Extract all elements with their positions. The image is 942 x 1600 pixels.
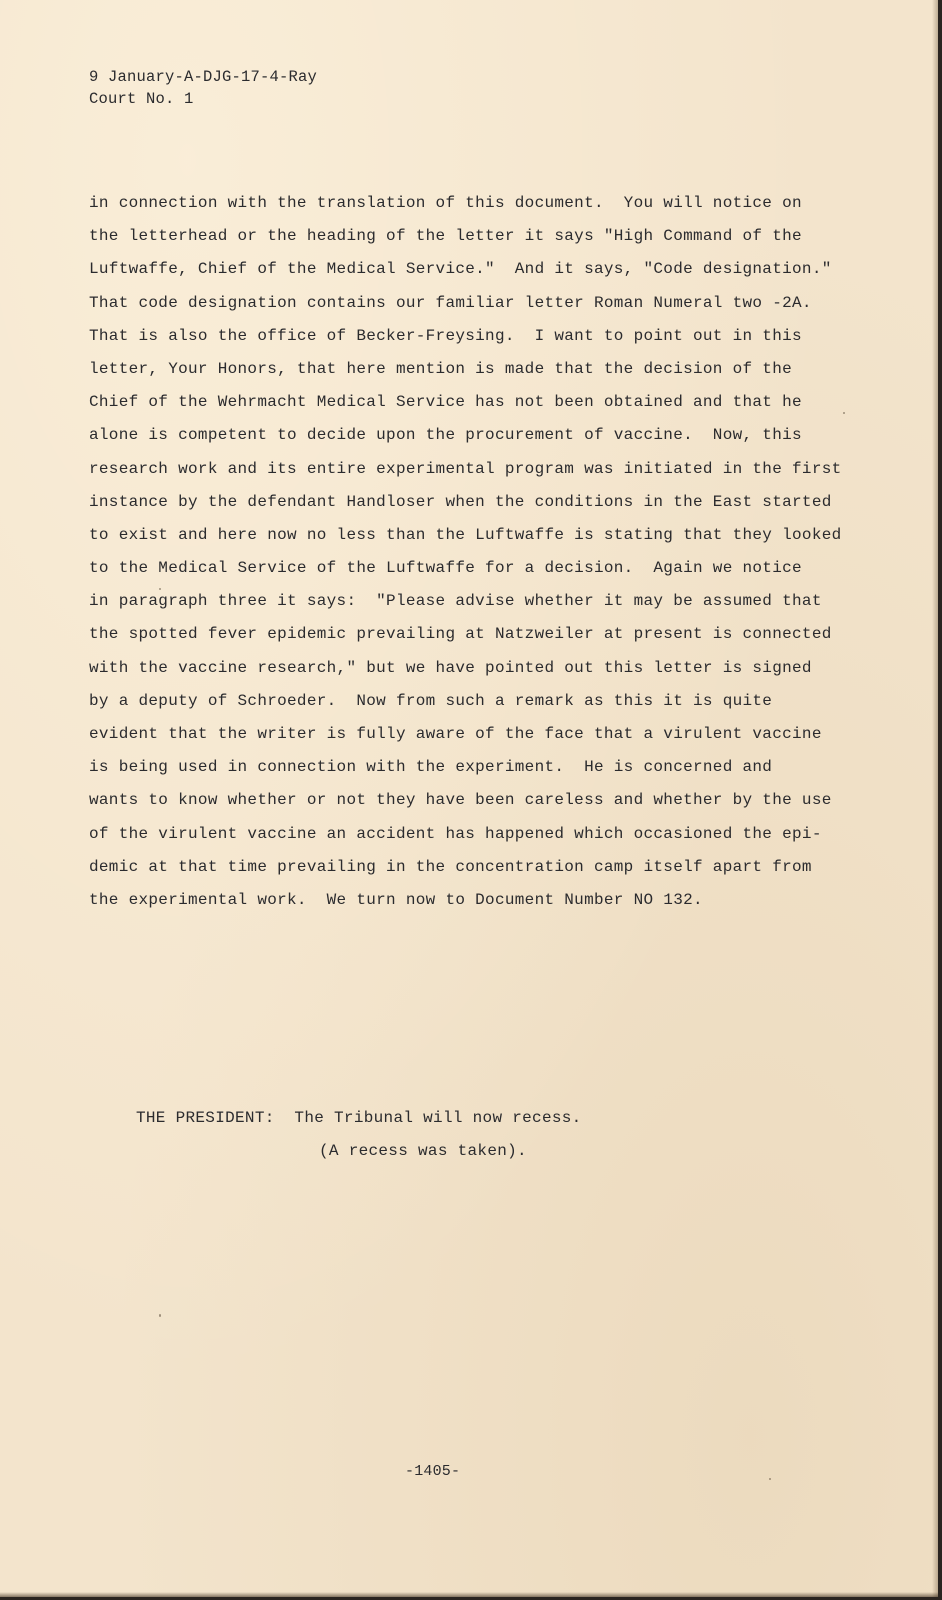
transcript-line: demic at that time prevailing in the concentration camp itself apart from — [89, 857, 812, 876]
transcript-line: the letterhead or the heading of the letter it says "High Command of the — [89, 227, 802, 246]
paper-speck — [769, 1478, 771, 1480]
document-header — [89, 66, 317, 110]
transcript-line: evident that the writer is fully aware of the face that a virulent vaccine — [89, 725, 822, 743]
transcript-line: Chief of the Wehrmacht Medical Service has not been obtained and that he — [89, 393, 802, 412]
transcript-line: by a deputy of Schroeder. Now from such a remark as this it is quite — [89, 691, 773, 710]
transcript-line: That is also the office of Becker-Freysing. I want to point out in this — [89, 326, 802, 345]
transcript-line: That code designation contains our familiar letter Roman Numeral two -2A. — [89, 293, 812, 312]
paper-speck — [159, 588, 161, 590]
transcript-line: letter, Your Honors, that here mention is made that the decision of the — [89, 359, 793, 378]
transcript-body — [89, 187, 889, 917]
recess-stage-direction: (A recess was taken). — [319, 1142, 527, 1160]
header-date-code: 9 January-A-DJG-17-4-Ray — [89, 68, 318, 86]
header-court-number: Court No. 1 — [89, 90, 194, 108]
page-number: -1405- — [405, 1463, 461, 1480]
transcript-line: in connection with the translation of this document. You will notice on — [89, 194, 802, 212]
transcript-line: to exist and here now no less than the Luftwaffe is stating that they looked — [89, 525, 842, 544]
page-bottom-shadow — [0, 1592, 938, 1597]
transcript-line: the spotted fever epidemic prevailing at Natzweiler at present is connected — [89, 625, 832, 644]
page-edge-shadow — [932, 0, 938, 1597]
transcript-line: the experimental work. We turn now to Document Number NO 132. — [89, 890, 703, 909]
transcript-line: wants to know whether or not they have been careless and whether by the use — [89, 791, 832, 810]
transcript-line: Luftwaffe, Chief of the Medical Service." And it says, "Code designation." — [89, 260, 832, 279]
transcript-line: instance by the defendant Handloser when the conditions in the East started — [89, 492, 832, 511]
transcript-line: to the Medical Service of the Luftwaffe for a decision. Again we notice — [89, 559, 802, 578]
paper-speck — [843, 412, 845, 414]
transcript-line: in paragraph three it says: "Please advise whether it may be assumed that — [89, 592, 822, 611]
paper-speck — [159, 1314, 161, 1317]
transcript-line: research work and its entire experimental program was initiated in the first — [89, 459, 842, 478]
transcript-line: alone is competent to decide upon the procurement of vaccine. Now, this — [89, 426, 802, 445]
president-statement: THE PRESIDENT: The Tribunal will now recess. — [136, 1109, 582, 1127]
transcript-line: with the vaccine research," but we have pointed out this letter is signed — [89, 658, 812, 677]
transcript-line: of the virulent vaccine an accident has happened which occasioned the epi- — [89, 824, 822, 843]
transcript-line: is being used in connection with the experiment. He is concerned and — [89, 758, 773, 777]
